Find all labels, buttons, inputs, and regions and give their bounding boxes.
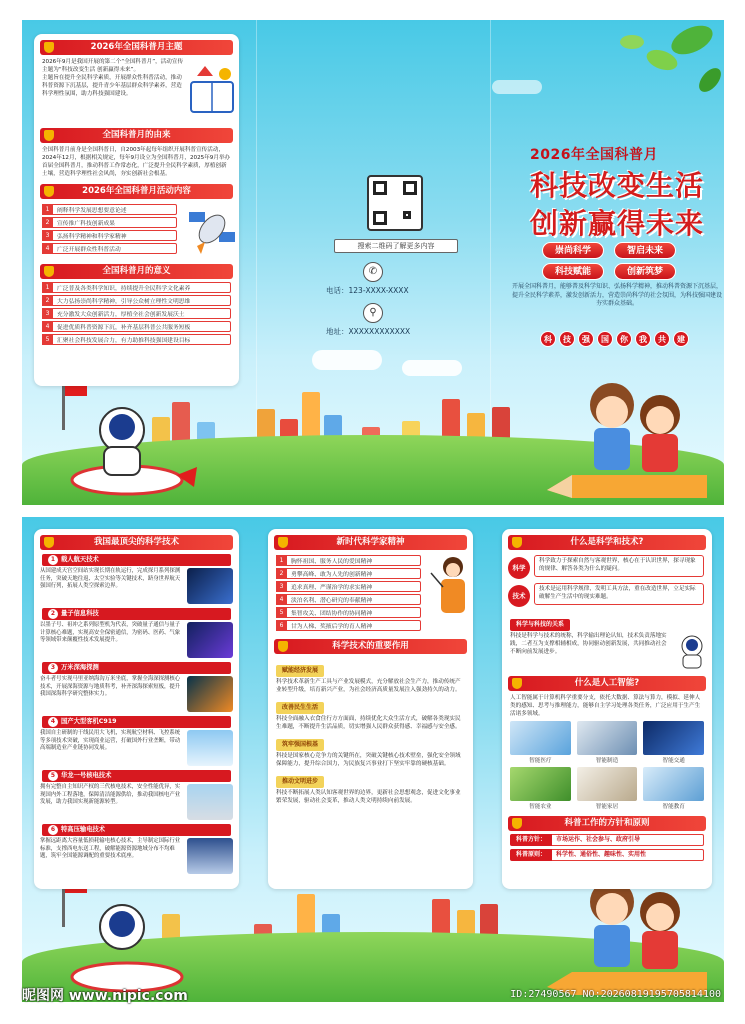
section-header-activities: 2026年全国科普月活动内容: [40, 184, 233, 199]
theme-paragraph: 2026年9月是我国开展的第二个“全国科普月”，活动宣传主题为“科技改变生活 创新赢得未来”。: [42, 59, 184, 73]
role-tab: 推动文明进步: [276, 776, 324, 788]
astronaut-icon: [672, 632, 712, 670]
spirit-item: 6 甘为人梯、奖掖后学的育人精神: [276, 620, 421, 631]
tech-text: 从国建成天宫空间站实现长期在轨运行，完成探月系列探测任务，突破天地往返、太空实验等关键技术，跻身世界航天强国行列，拓展人类空探索边界。: [40, 568, 181, 590]
location-pin-icon: ⚲: [363, 303, 383, 323]
tech-bubble: 技术: [508, 585, 530, 607]
leaves-decoration: [592, 20, 724, 120]
phone-icon: ✆: [363, 262, 383, 282]
activity-item: 1 阐释科学发展思想要意论述: [42, 204, 177, 215]
slogan-pill: 科技赋能: [542, 263, 604, 280]
cloud: [492, 80, 542, 94]
section-header-science-tech: 什么是科学和技术?: [508, 535, 706, 550]
relation-tab: 科学与科技的关系: [510, 619, 570, 631]
section-header-origin: 全国科普月的由来: [40, 128, 233, 143]
tech-title: 1 载人航天技术: [42, 554, 231, 566]
shield-icon: [44, 42, 54, 53]
meaning-item: 1 广泛普及各类科学知识，持续提升全民科学文化素养: [42, 282, 231, 293]
cover-main-title: 创新赢得未来: [529, 207, 704, 240]
ai-field: 智能交通: [643, 721, 704, 764]
science-definition: 科学致力于探索自然与客观世界，核心在于认识世界，探寻现象的规律、解答各类为什么的疑问。: [534, 555, 704, 577]
role-tab: 改善民生生活: [276, 702, 324, 714]
tech-title: 4 国产大型客机C919: [42, 716, 231, 728]
power-tower-image: [187, 838, 233, 874]
shield-icon: [512, 818, 522, 829]
activity-item: 4 广泛开展群众性科普活动: [42, 243, 177, 254]
role-tab: 筑牢强国根基: [276, 739, 324, 751]
role-text: 科学技术革新生产工具与产业发展模式，充分解放社会生产力，推动传统产业转型升级，培育新兴产业，为社会经济高质量发展注入强劲持久的动力。: [276, 679, 461, 693]
submersible-image: [187, 676, 233, 712]
spirit-item: 4 淡泊名利、潜心研究的奉献精神: [276, 594, 421, 605]
spirit-item: 2 勇攀高峰、敢为人先的创新精神: [276, 568, 421, 579]
tech-title: 3 万米深海探测: [42, 662, 231, 674]
shield-icon: [278, 641, 288, 652]
nuclear-plant-image: [187, 784, 233, 820]
section-header-top-tech: 我国最顶尖的科学技术: [40, 535, 233, 550]
meaning-item: 3 充分激发大众创新活力，厚植全社会创新发展沃土: [42, 308, 231, 319]
slogan-characters: 科 技 强 国 你 我 共 建: [540, 331, 689, 347]
tech-text: 我国自主研制的干线民用大飞机，实现航空材料、飞控系统等多项技术突破，实现商业运营，打破国外行业垄断，带动高端制造业产业链协同发展。: [40, 730, 181, 752]
ai-field: 智能教育: [643, 767, 704, 810]
tech-title: 5 华龙一号核电技术: [42, 770, 231, 782]
cover-main-title: 科技改变生活: [529, 169, 704, 202]
section-header-ai: 什么是人工智能?: [508, 676, 706, 691]
science-ai-panel: [502, 529, 712, 889]
origin-paragraph: 全国科普月前身是全国科普日，自2003年起每年组织开展科普宣传活动，2024年12月，根据相关规定，每年9月设立为全国科普月，2025年9月举办首届全国科普月，推动科普工作常态化，广泛提升全民科学素质，厚植创新土壤，营造科学理性社会风尚，夯实创新社会根基。: [42, 147, 231, 177]
slogan-pill: 智启未来: [614, 242, 676, 259]
ai-text: 人工智能属于计算机科学重要分支，依托大数据、算法与算力，模拟、延伸人类的感知、思考与推理能力，能够自主学习处理各类任务，广泛应用于生产生活诸多领域。: [510, 695, 701, 717]
slogan-pill: 崇尚科学: [542, 242, 604, 259]
meaning-item: 2 大力弘扬崇尚科学精神，引导公众树立理性文明思维: [42, 295, 231, 306]
meaning-item: 5 汇聚社会科技发展合力，有力助推科技强国建设目标: [42, 334, 231, 345]
spirit-item: 1 胸怀祖国、服务人民的爱国精神: [276, 555, 421, 566]
role-text: 科技全面融入衣食住行方方面面，持续优化大众生活方式，破解各类现实民生难题，不断提升生活品质，切实增强人民群众获得感、幸福感与安全感。: [276, 716, 461, 730]
shield-icon: [44, 537, 54, 548]
tech-text: 掌握远距离大容量低损耗输电核心技术，主导制定国际行业标准，支撑西电东送工程，破解能源资源地域分布不均难题，筑牢全国能源调配的重要技术底座。: [40, 838, 181, 860]
scientist-spirit-panel: [268, 529, 473, 889]
shield-icon: [44, 266, 54, 277]
role-text: 科技是国家核心竞争力的关键所在，突破关键核心技术壁垒，强化安全领域保障能力，提升综合国力，为民族复兴事业打下坚实牢靠的硬核基础。: [276, 753, 461, 767]
astronaut-rocket-illustration: [52, 872, 202, 1002]
shield-icon: [512, 678, 522, 689]
shield-icon: [44, 130, 54, 141]
quantum-chip-image: [187, 622, 233, 658]
shield-icon: [512, 537, 522, 548]
top-tech-panel: [34, 529, 239, 889]
space-station-image: [187, 568, 233, 604]
ai-field: 智能制造: [577, 721, 638, 764]
section-header-roles: 科学技术的重要作用: [274, 639, 467, 654]
address-text: 地址：XXXXXXXXXXXX: [326, 327, 411, 336]
ai-field: 智能农业: [510, 767, 571, 810]
cloud: [402, 360, 462, 376]
brochure-inner-side: [22, 517, 724, 1002]
tech-definition: 技术是运用科学规律，发明工具方法，重在改造世界，立足实际破解生产生活中的现实难题。: [534, 583, 704, 605]
science-bubble: 科学: [508, 557, 530, 579]
ai-field: 智能家居: [577, 767, 638, 810]
theme-paragraph: 主题旨在提升全民科学素质，开展群众性科普活动，推动科普资源下沉基层，提升青少年基层群众科学素养，营造科学理性氛围，助力科技强国建设。: [42, 75, 182, 97]
meaning-item: 4 促进优质科普资源下沉，补齐基层科普公共服务短板: [42, 321, 231, 332]
watermark-id: ID:27490567 NO:20260819195705814100: [510, 989, 721, 1000]
tech-title: 6 特高压输电技术: [42, 824, 231, 836]
brochure-outer-side: [22, 20, 724, 505]
cloud: [312, 350, 382, 370]
ai-field: 智能医疗: [510, 721, 571, 764]
activity-item: 3 弘扬科学精神和科学家精神: [42, 230, 177, 241]
tech-text: 以墨子号、祖冲之系列原型机为代表，突破量子通信与量子计算核心难题，实现高安全保密通信，为密码、医药、气象等领域带来颠覆性技术发展提升。: [40, 622, 181, 644]
cover-description: 开展全国科普月，能够普及科学知识、弘扬科学精神，推动科普资源下沉基层，提升全民科学素养，激发创新活力，营造崇尚科学的社会氛围，为科技强国建设夯实群众基础。: [512, 283, 723, 307]
info-panel: [34, 34, 239, 386]
spirit-item: 3 追求真理、严谨治学的求实精神: [276, 581, 421, 592]
cover-year-title: 2026年全国科普月: [530, 147, 658, 163]
shield-icon: [278, 537, 288, 548]
spirit-item: 5 集智攻关、团结协作的协同精神: [276, 607, 421, 618]
airliner-image: [187, 730, 233, 766]
activity-item: 2 宣传推广科技创新成果: [42, 217, 177, 228]
policy-row: 科普方针： 市场运作、社会参与、政府引导: [510, 834, 704, 846]
tech-title: 2 量子信息科技: [42, 608, 231, 620]
relation-text: 科技是科学与技术的统称，科学输出理论认知，技术负责落地实践，二者互为支撑相辅相成，协同驱动创新发展，共同推动社会不断向前发展进步。: [510, 633, 667, 655]
section-header-policy: 科普工作的方针和原则: [508, 816, 706, 831]
phone-number: 电话：123-XXXX-XXXX: [326, 286, 409, 295]
ai-fields-grid: [502, 721, 712, 810]
role-tab: 赋能经济发展: [276, 665, 324, 677]
astronaut-rocket-illustration: [52, 375, 202, 505]
qr-code[interactable]: [367, 175, 423, 231]
section-header-spirit: 新时代科学家精神: [274, 535, 467, 550]
shield-icon: [44, 186, 54, 197]
space-satellite-icon: [185, 202, 239, 258]
qr-caption: 搜索二维码了解更多内容: [334, 239, 458, 253]
teacher-illustration: [429, 553, 473, 633]
kids-on-pencil-illustration: [542, 370, 722, 500]
section-header-theme: 2026年全国科普月主题: [40, 40, 233, 55]
tech-text: 奋斗者号实现马里亚纳海沟万米坐底，掌握全海深探测核心技术，开展深海资源与地质科考，补齐深海探索短板，提升我国深海科学研究整体实力。: [40, 676, 181, 698]
section-header-meaning: 全国科普月的意义: [40, 264, 233, 279]
role-text: 科技不断拓展人类认知客观世界的边界，更新社会思想观念，促进文化事业繁荣发展，驱动社会变革，推动人类文明持续向前发展。: [276, 790, 461, 804]
tech-text: 拥有完整自主知识产权的三代核电技术，安全性能优异，实现国内外工程落地，保障清洁能源供给，推动我国核电产业发展，助力我国实现新能源转型。: [40, 784, 181, 806]
principle-row: 科普原则： 科学性、通俗性、趣味性、实用性: [510, 849, 704, 861]
science-book-icon: [185, 62, 239, 122]
slogan-pill: 创新筑梦: [614, 263, 676, 280]
watermark-site: 昵图网 www.nipic.com: [22, 988, 188, 1004]
